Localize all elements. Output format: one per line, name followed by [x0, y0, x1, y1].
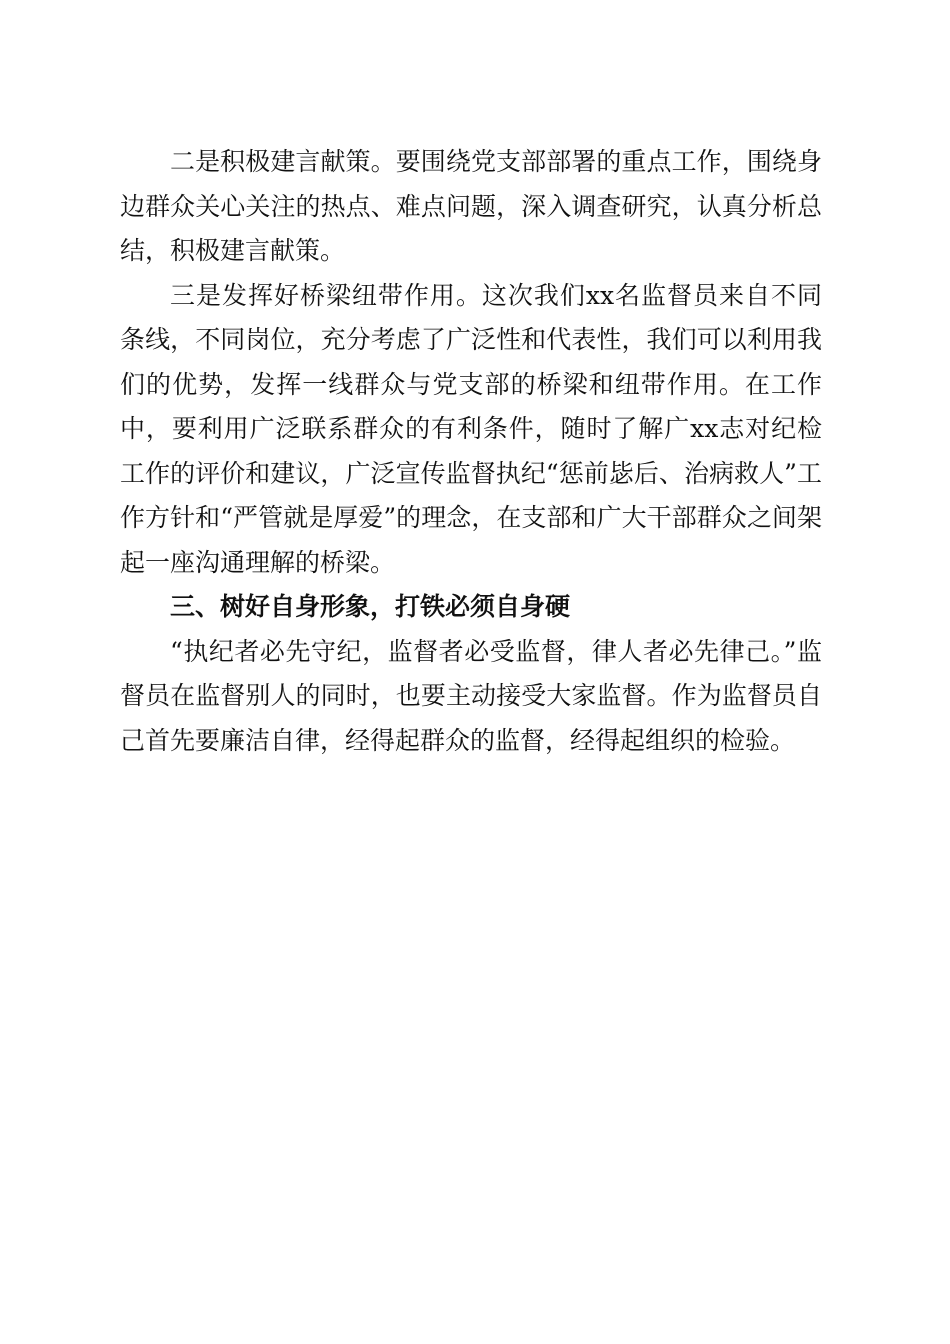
document-body	[120, 140, 822, 763]
paragraph-self-discipline: “执纪者必先守纪，监督者必受监督，律人者必先律己。”监督员在监督别人的同时，也要主动接受大家监督。作为监督员自己首先要廉洁自律，经得起群众的监督，经得起组织的检验。	[120, 636, 822, 755]
paragraph-suggestions	[120, 140, 822, 274]
section-heading: 三、树好自身形象，打铁必须自身硬	[170, 592, 571, 621]
paragraph-bridge-role	[120, 274, 822, 586]
paragraph-text: 要围绕党支部部署的重点工作，围绕身边群众关心关注的热点、难点问题，深入调查研究，认真分析总结，积极建言献策。	[120, 147, 822, 265]
paragraph-lead: 二是积极建言献策。	[170, 147, 396, 176]
paragraph-lead: 三是发挥好桥梁纽带作用。	[170, 280, 482, 310]
paragraph-text: 这次我们xx名监督员来自不同条线，不同岗位，充分考虑了广泛性和代表性，我们可以利用我们的优势，发挥一线群众与党支部的桥梁和纽带作用。在工作中，要利用广泛联系群众的有利条件，随时了解广xx志对纪检工作的评价和建议，广泛宣传监督执纪“惩前毖后、治病救人”工作方针和“严管就是厚爱”的理念，在支部和广大干部群众之间架起一座沟通理解的桥梁。	[120, 280, 822, 577]
